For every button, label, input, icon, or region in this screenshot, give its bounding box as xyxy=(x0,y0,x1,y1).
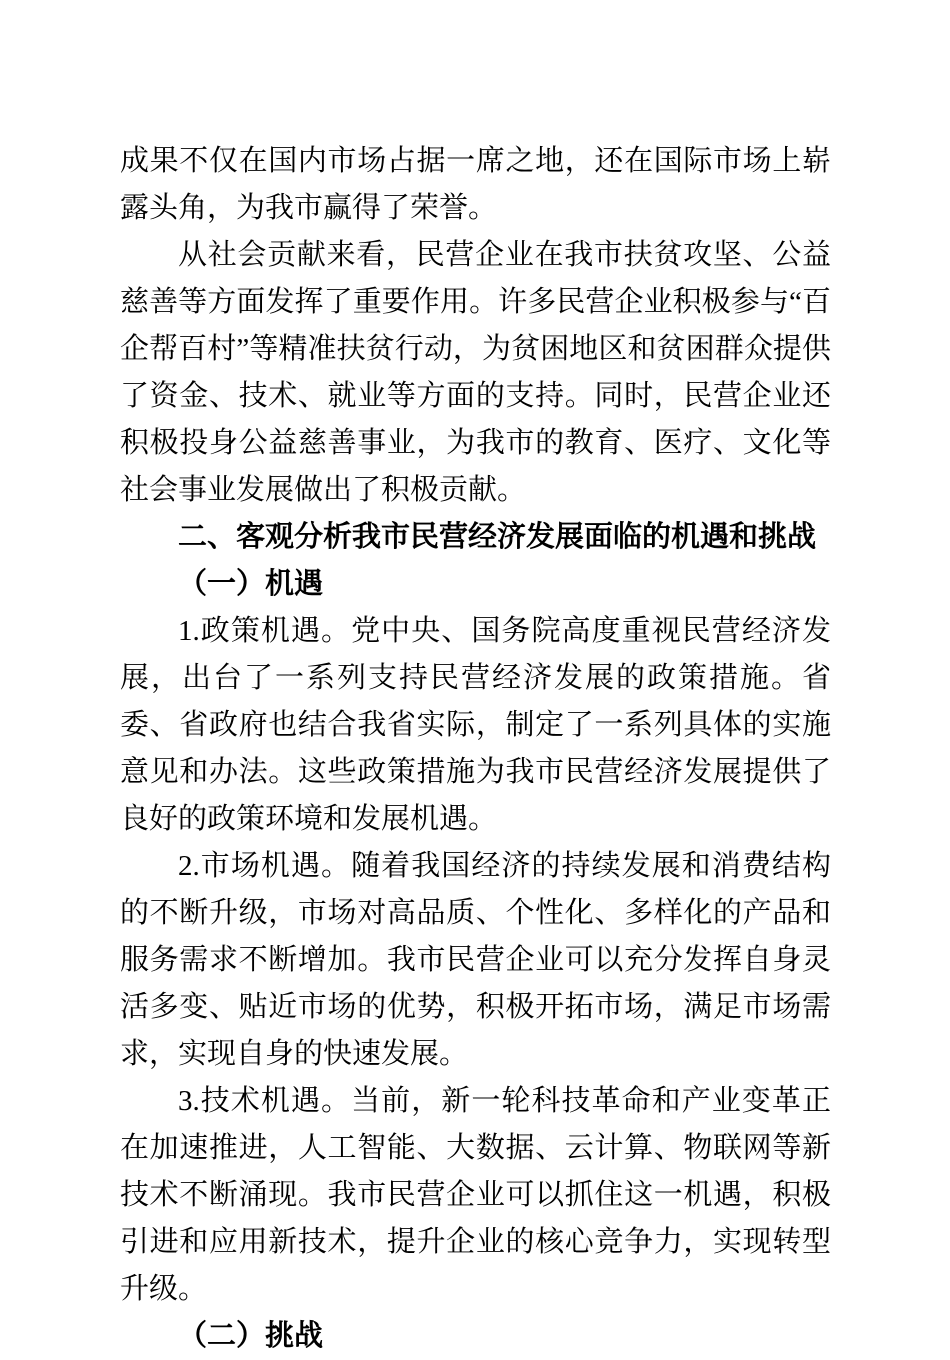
section-heading-2: 二、客观分析我市民营经济发展面临的机遇和挑战 xyxy=(178,521,817,553)
paragraph-technology-opportunity: 3.技术机遇。当前，新一轮科技革命和产业变革正在加速推进，人工智能、大数据、云计算、物联网等新技术不断涌现。我市民营企业可以抓住这一机遇，积极引进和应用新技术，提升企业的核心竞争力，实现转型升级。 xyxy=(120,1085,831,1305)
paragraph-market-opportunity: 2.市场机遇。随着我国经济的持续发展和消费结构的不断升级，市场对高品质、个性化、多样化的产品和服务需求不断增加。我市民营企业可以充分发挥自身灵活多变、贴近市场的优势，积极开拓市场，满足市场需求，实现自身的快速发展。 xyxy=(120,850,831,1070)
sub-heading-challenges: （二）挑战 xyxy=(178,1320,324,1352)
sub-heading-opportunities: （一）机遇 xyxy=(178,568,324,600)
paragraph-continuation: 成果不仅在国内市场占据一席之地，还在国际市场上崭露头角，为我市赢得了荣誉。 xyxy=(120,145,831,224)
paragraph-social-contribution: 从社会贡献来看，民营企业在我市扶贫攻坚、公益慈善等方面发挥了重要作用。许多民营企业积极参与“百企帮百村”等精准扶贫行动，为贫困地区和贫困群众提供了资金、技术、就业等方面的支持。同时，民营企业还积极投身公益慈善事业，为我市的教育、医疗、文化等社会事业发展做出了积极贡献。 xyxy=(120,239,831,506)
paragraph-policy-opportunity: 1.政策机遇。党中央、国务院高度重视民营经济发展，出台了一系列支持民营经济发展的政策措施。省委、省政府也结合我省实际，制定了一系列具体的实施意见和办法。这些政策措施为我市民营经济发展提供了良好的政策环境和发展机遇。 xyxy=(120,615,831,835)
